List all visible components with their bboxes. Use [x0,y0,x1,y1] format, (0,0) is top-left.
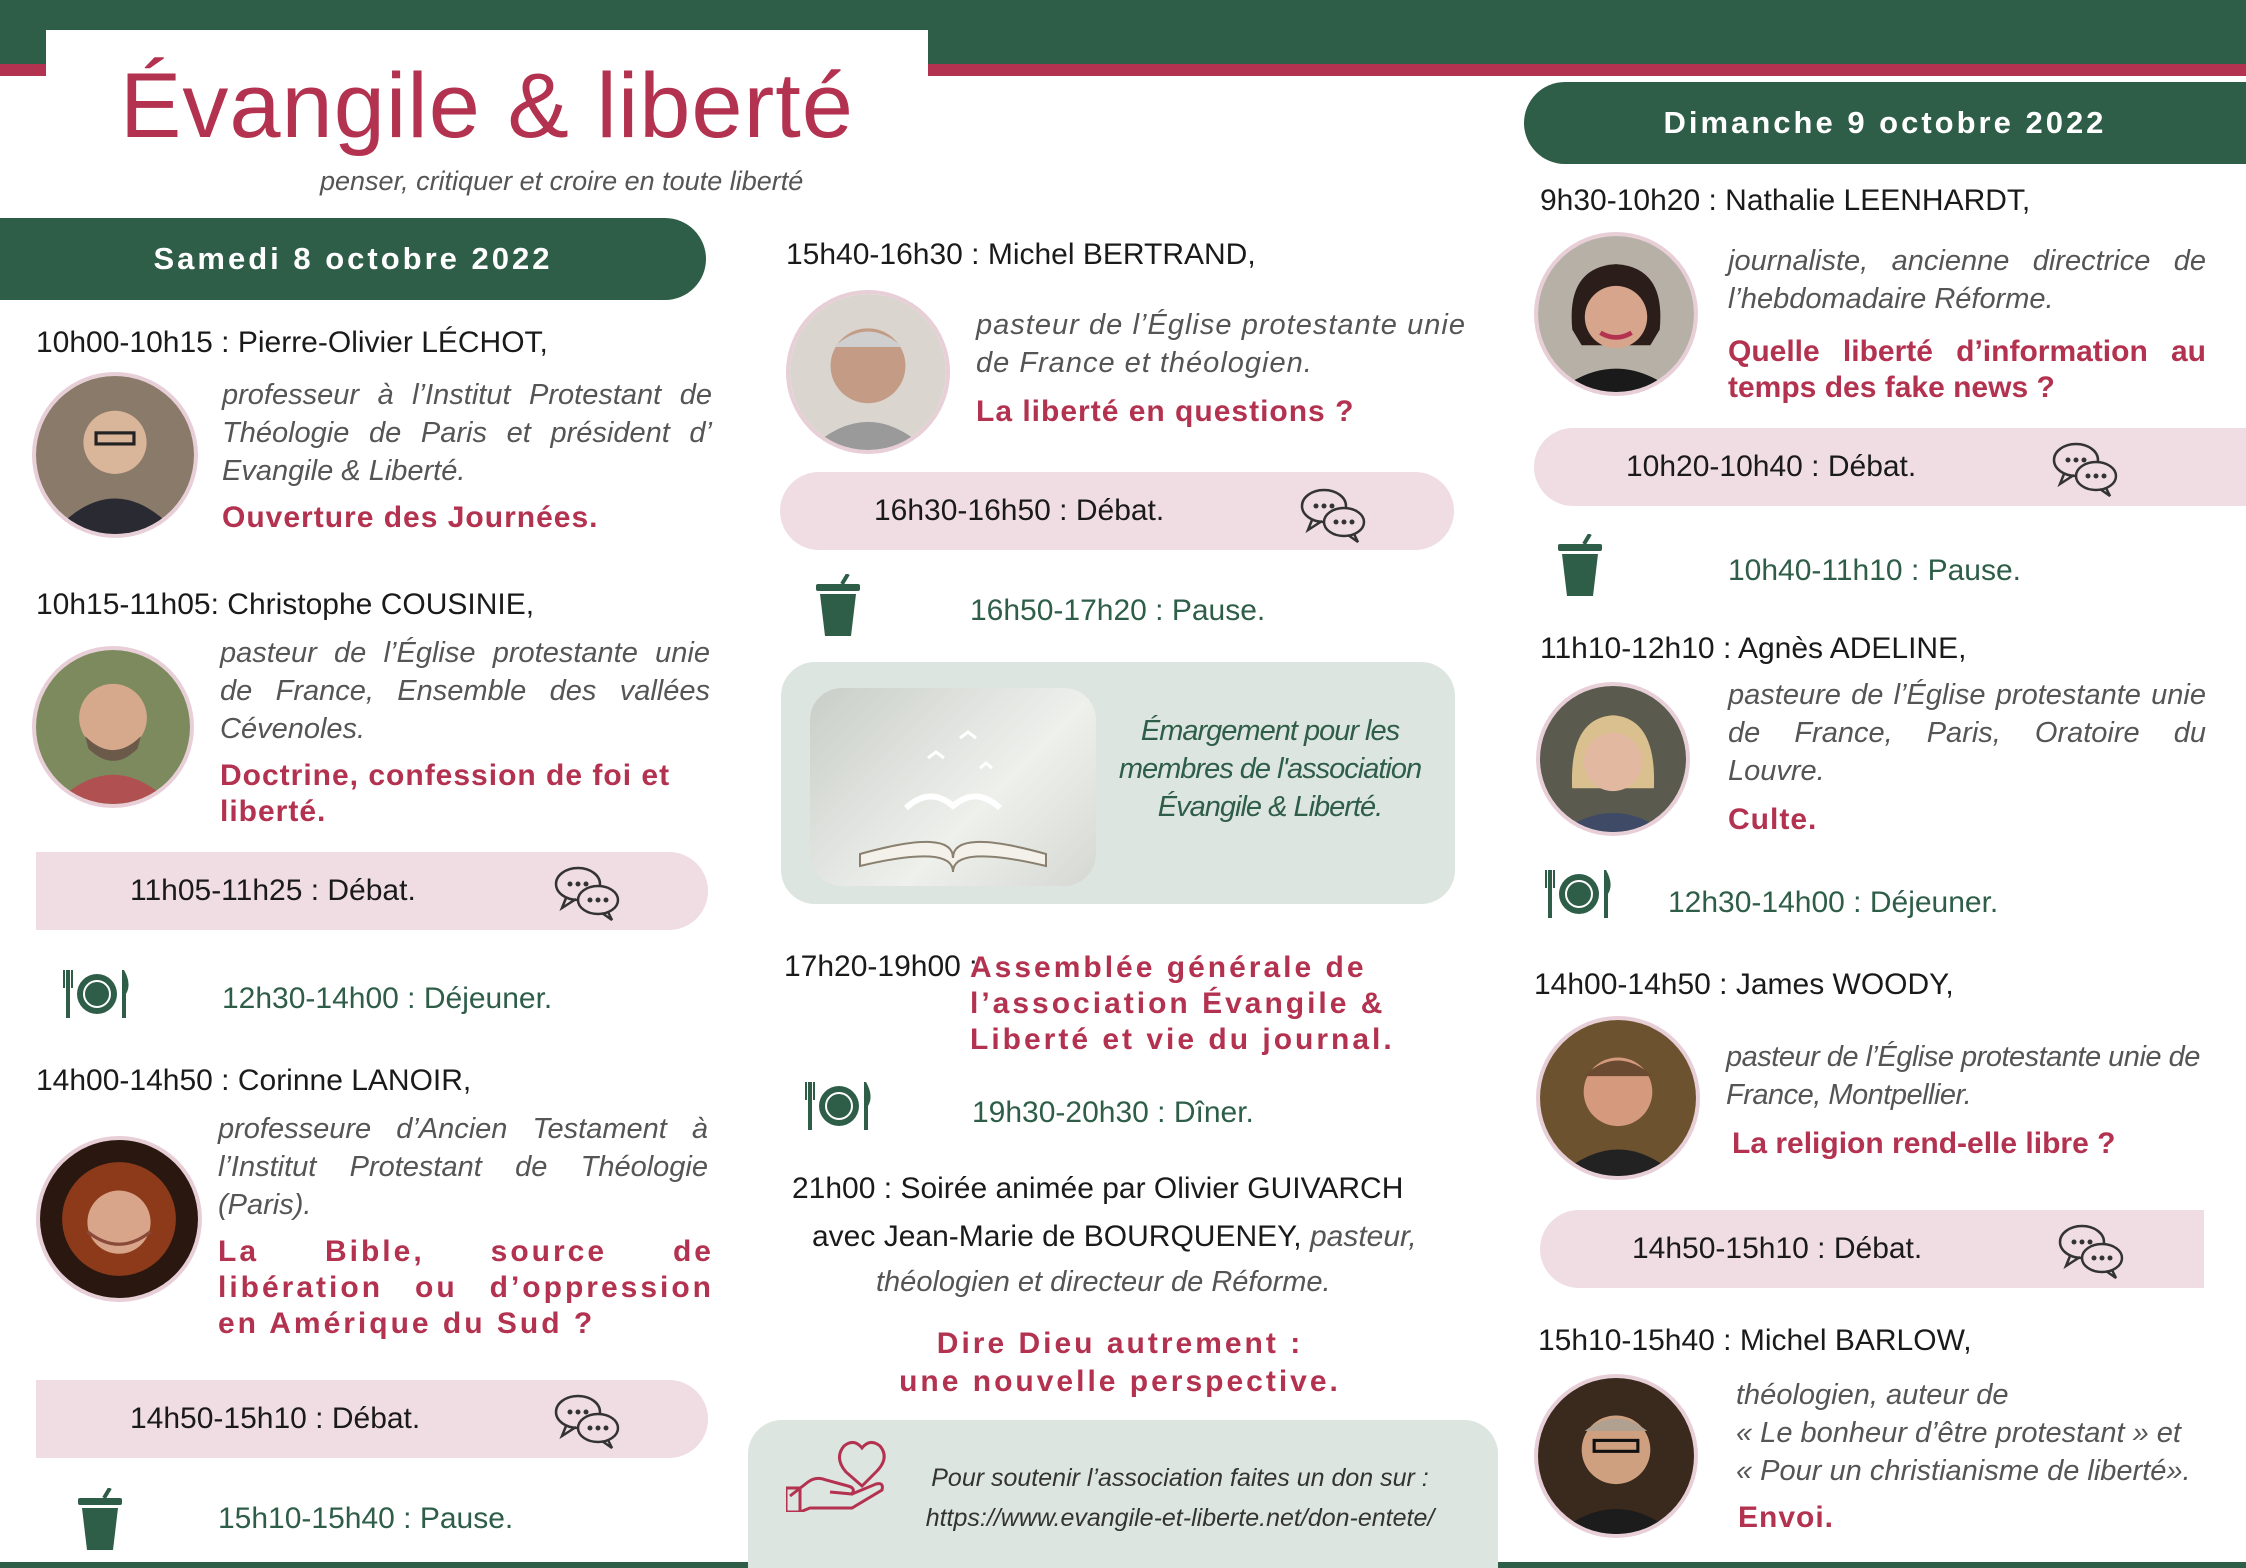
speaker-description-line: théologien, auteur de [1736,1379,2009,1411]
talk-heading: 10h00-10h15 : Pierre-Olivier LÉCHOT, [36,326,548,359]
debate-label: 16h30-16h50 : Débat. [874,494,1165,527]
speech-bubbles-icon [1298,484,1368,544]
talk-heading: 14h00-14h50 : Corinne LANOIR, [36,1064,472,1097]
speaker-description: professeure d’Ancien Testament à l’Institut Protestant de Théologie (Paris). [218,1113,708,1221]
talk-heading: 9h30-10h20 : Nathalie LEENHARDT, [1540,184,2031,217]
emargement-note: Émargement pour les membres de l'association Évangile & Liberté. [1118,715,1422,823]
saturday-heading: Samedi 8 octobre 2022 [0,218,706,300]
soiree-guest: avec Jean-Marie de BOURQUENEY, [812,1220,1302,1253]
talk-title: Culte. [1728,803,1818,836]
pause-label: 10h40-11h10 : Pause. [1728,554,2022,587]
talk-title: La Bible, source de libération ou d’oppression en Amérique du Sud ? [218,1235,714,1340]
talk-heading: 15h10-15h40 : Michel BARLOW, [1538,1324,1972,1357]
speaker-photo [1534,1374,1698,1538]
speaker-photo [36,1136,202,1302]
debate-label: 14h50-15h10 : Débat. [1632,1232,1923,1265]
soiree-title-1: Dire Dieu autrement : [936,1327,1304,1360]
speaker-description [1736,1376,2206,1490]
donation-text [880,1458,1480,1538]
talk-title: La religion rend-elle libre ? [1732,1127,2116,1160]
speaker-description: pasteur de l’Église protestante unie de France, Montpellier. [1726,1041,2200,1111]
speaker-description-line: « Pour un christianisme de liberté». [1736,1455,2191,1487]
coffee-cup-icon [816,574,860,636]
donation-link[interactable]: https://www.evangile-et-liberte.net/don-entete/ [925,1504,1435,1532]
talk-title: Doctrine, confession de foi et liberté. [220,759,671,828]
pause-label: 15h10-15h40 : Pause. [218,1502,514,1535]
speaker-photo [1534,232,1698,396]
coffee-cup-icon [78,1488,122,1550]
logo: Évangile & liberté [120,55,854,157]
sunday-heading: Dimanche 9 octobre 2022 [1524,82,2246,164]
plate-cutlery-icon [1544,864,1614,924]
coffee-cup-icon [1558,534,1602,596]
talk-title: Quelle liberté d’information au temps des fake news ? [1728,335,2206,404]
speaker-photo [32,372,198,538]
talk-heading: 15h40-16h30 : Michel BERTRAND, [786,238,1256,271]
soiree-time: 21h00 [792,1172,876,1205]
heart-hand-icon [786,1432,890,1512]
speaker-photo [32,646,194,808]
soiree-guest-role-2: théologien et directeur de Réforme. [876,1266,1331,1298]
speech-bubbles-icon [2056,1220,2126,1280]
dinner-label: 19h30-20h30 : Dîner. [972,1096,1254,1129]
soiree-intro: : Soirée animée par [875,1172,1154,1205]
speaker-photo [786,290,950,454]
tagline: penser, critiquer et croire en toute liberté [320,166,804,196]
donation-line: Pour soutenir l’association faites un don sur : [931,1464,1429,1492]
plate-cutlery-icon [62,964,132,1024]
speaker-description: pasteure de l’Église protestante unie de France, Paris, Oratoire du Louvre. [1728,679,2206,787]
talk-title: Ouverture des Journées. [222,501,599,534]
soiree-guest-role: pasteur, [1301,1220,1417,1253]
speaker-photo [1536,1016,1700,1180]
talk-heading: 11h10-12h10 : Agnès ADELINE, [1540,632,1967,665]
pause-label: 16h50-17h20 : Pause. [970,594,1266,627]
speech-bubbles-icon [552,862,622,922]
speaker-photo [1536,682,1690,836]
speaker-description-line: « Le bonheur d’être protestant » et [1736,1417,2181,1449]
debate-label: 14h50-15h10 : Débat. [130,1402,421,1435]
speaker-description: pasteur de l’Église protestante unie de France et théologien. [976,309,1466,379]
plate-cutlery-icon [804,1076,874,1136]
speaker-description: journaliste, ancienne directrice de l’hebdomadaire Réforme. [1728,245,2206,315]
speech-bubbles-icon [2050,438,2120,498]
speaker-description: professeur à l’Institut Protestant de Théologie de Paris et président d’ Evangile & Liberté. [222,379,712,487]
debate-label: 11h05-11h25 : Débat. [130,874,416,907]
talk-title: Envoi. [1738,1501,1835,1534]
ag-title: Assemblée générale de l’association Évangile & Liberté et vie du journal. [970,951,1395,1056]
ag-time: 17h20-19h00 : [784,950,978,983]
open-book-image [810,688,1096,886]
soiree-guest-line [812,1220,1417,1254]
soiree-line [792,1172,1403,1206]
talk-heading: 14h00-14h50 : James WOODY, [1534,968,1954,1001]
soiree-host: Olivier GUIVARCH [1153,1172,1404,1205]
lunch-label: 12h30-14h00 : Déjeuner. [222,982,553,1015]
speech-bubbles-icon [552,1390,622,1450]
debate-label: 10h20-10h40 : Débat. [1626,450,1917,483]
talk-title: La liberté en questions ? [976,395,1355,428]
speaker-description: pasteur de l’Église protestante unie de France, Ensemble des vallées Cévenoles. [220,637,710,745]
debate-slot [1534,428,2246,506]
soiree-title-2: une nouvelle perspective. [899,1365,1341,1398]
talk-heading: 10h15-11h05: Christophe COUSINIE, [36,588,535,621]
lunch-label: 12h30-14h00 : Déjeuner. [1668,886,1999,919]
